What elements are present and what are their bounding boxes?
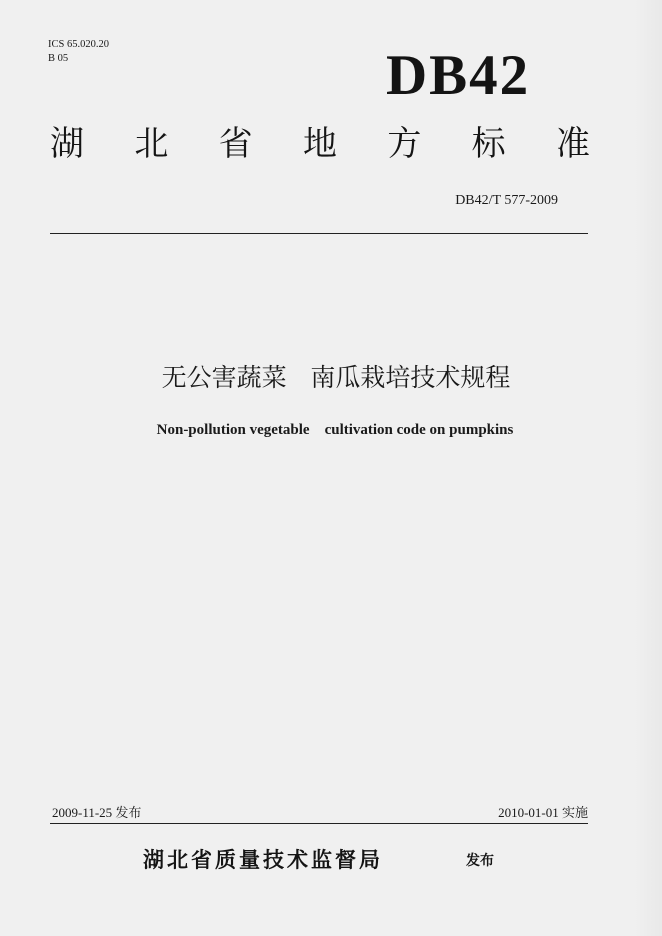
issue-date: 2009-11-25 发布 (52, 805, 142, 820)
top-divider (50, 233, 588, 234)
standard-type-char: 准 (555, 124, 590, 164)
standard-type-char: 北 (134, 124, 169, 164)
standard-type-char: 地 (302, 124, 337, 164)
implementation-date: 2010-01-01 实施 (498, 805, 588, 820)
standard-type-char: 方 (387, 124, 422, 164)
issuer-action: 发布 (466, 853, 494, 869)
standard-type-char: 标 (471, 124, 506, 164)
classification-codes (48, 38, 109, 66)
standard-type-char: 省 (218, 124, 253, 164)
bottom-divider (50, 823, 588, 824)
scan-shadow (634, 0, 662, 936)
issuer-name: 湖北省质量技术监督局 (143, 848, 383, 872)
standard-type-heading (50, 124, 590, 164)
title-chinese: 无公害蔬菜 南瓜栽培技术规程 (161, 363, 511, 392)
standard-type-char: 湖 (50, 124, 84, 164)
standard-number: DB42/T 577-2009 (455, 193, 558, 208)
db42-logo: DB42 (386, 44, 531, 107)
title-english: Non-pollution vegetable cultivation code on pumpkins (156, 422, 514, 438)
ics-code: ICS 65.020.20 (48, 39, 109, 50)
ccs-code: B 05 (48, 53, 69, 64)
